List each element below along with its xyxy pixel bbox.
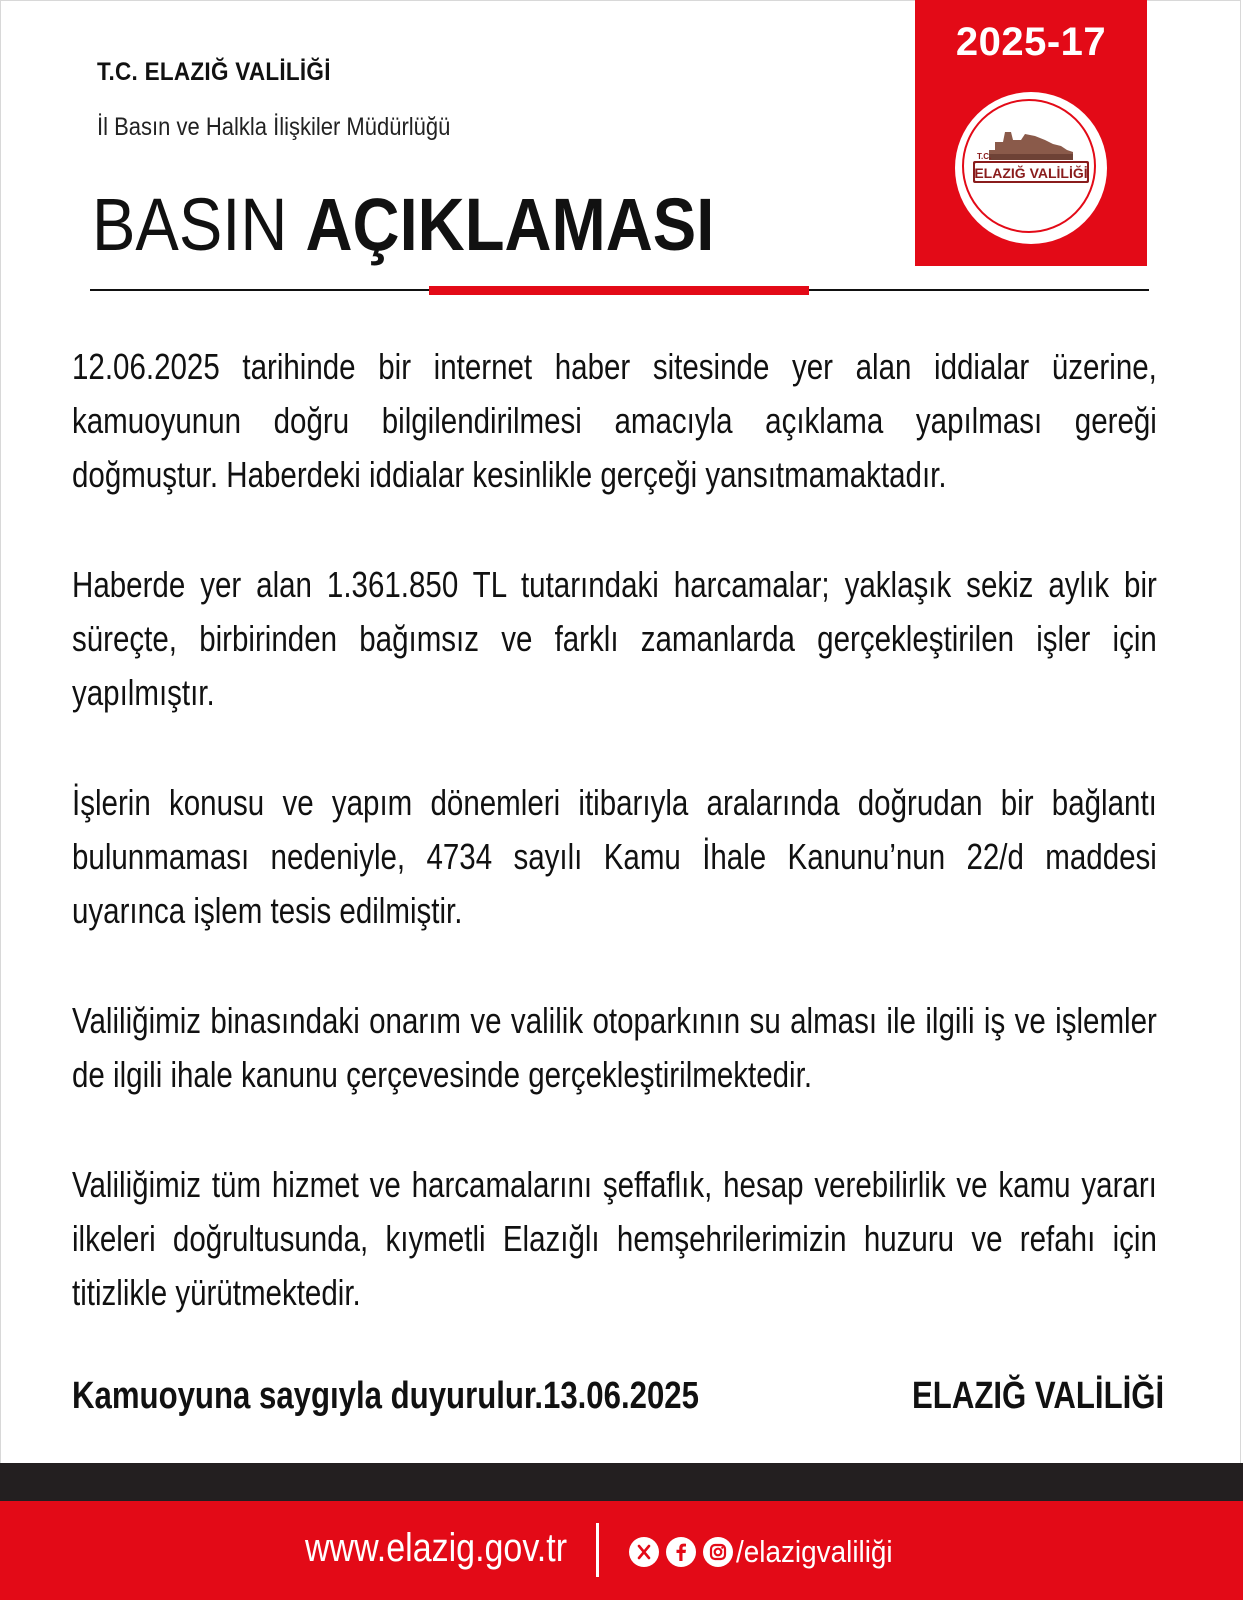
footer-divider [596, 1523, 599, 1577]
issue-panel [915, 0, 1147, 266]
title-light: BASIN [92, 183, 288, 266]
document-title [92, 183, 715, 266]
paragraph-2: Haberde yer alan 1.361.850 TL tutarındaki harcamalar; yaklaşık sekiz aylık bir süreçte, birbirinden bağımsız ve farklı zamanlarda gerçekleştirilen işler için yapılmıştır. [72, 564, 1157, 713]
department-name: İl Basın ve Halkla İlişkiler Müdürlüğü [97, 113, 451, 141]
issue-number: 2025-17 [955, 20, 1107, 64]
instagram-icon[interactable] [703, 1537, 733, 1567]
header-accent-bar [429, 286, 809, 295]
paragraph-5: Valiliğimiz tüm hizmet ve harcamalarını şeffaflık, hesap verebilirlik ve kamu yararı ilkeleri doğrultusunda, kıymetli Elazığlı hemşehrilerimizin huzuru ve refahı için titizlikle yürütmektedir. [72, 1164, 1157, 1313]
social-handle[interactable]: /elazigvaliliği [736, 1534, 893, 1569]
seal-small-text: T.C. [977, 152, 992, 161]
website-link[interactable]: www.elazig.gov.tr [305, 1526, 568, 1570]
seal-main-text: ELAZIĞ VALİLİĞİ [974, 165, 1088, 181]
facebook-icon[interactable] [666, 1537, 696, 1567]
paragraph-3: İşlerin konusu ve yapım dönemleri itibarıyla aralarında doğrudan bir bağlantı bulunmaması nedeniyle, 4734 sayılı Kamu İhale Kanunu’nun 22/d maddesi uyarınca işlem tesis edilmiştir. [72, 782, 1157, 931]
paragraph-1: 12.06.2025 tarihinde bir internet haber sitesinde yer alan iddialar üzerine, kamuoyunun doğru bilgilendirilmesi amacıyla açıklama yapılması gereği doğmuştur. Haberdeki iddialar kesinlikle gerçeği yansıtmamaktadır. [72, 346, 1157, 495]
title-bold: AÇIKLAMASI [305, 183, 715, 266]
closing-line: Kamuoyuna saygıyla duyurulur.13.06.2025 [72, 1375, 699, 1417]
footer-red-band [0, 1501, 1243, 1600]
x-icon[interactable] [629, 1537, 659, 1567]
signature: ELAZIĞ VALİLİĞİ [912, 1375, 1165, 1417]
paragraph-4: Valiliğimiz binasındaki onarım ve valilik otoparkının su alması ile ilgili iş ve işlemler de ilgili ihale kanunu çerçevesinde gerçekleştirilmektedir. [72, 1000, 1157, 1095]
castle-emblem-icon [955, 92, 1107, 244]
organization-name: T.C. ELAZIĞ VALİLİĞİ [97, 58, 331, 86]
statement-body [72, 340, 1157, 1376]
footer-dark-band [0, 1463, 1243, 1501]
governorship-seal-logo [955, 92, 1107, 244]
